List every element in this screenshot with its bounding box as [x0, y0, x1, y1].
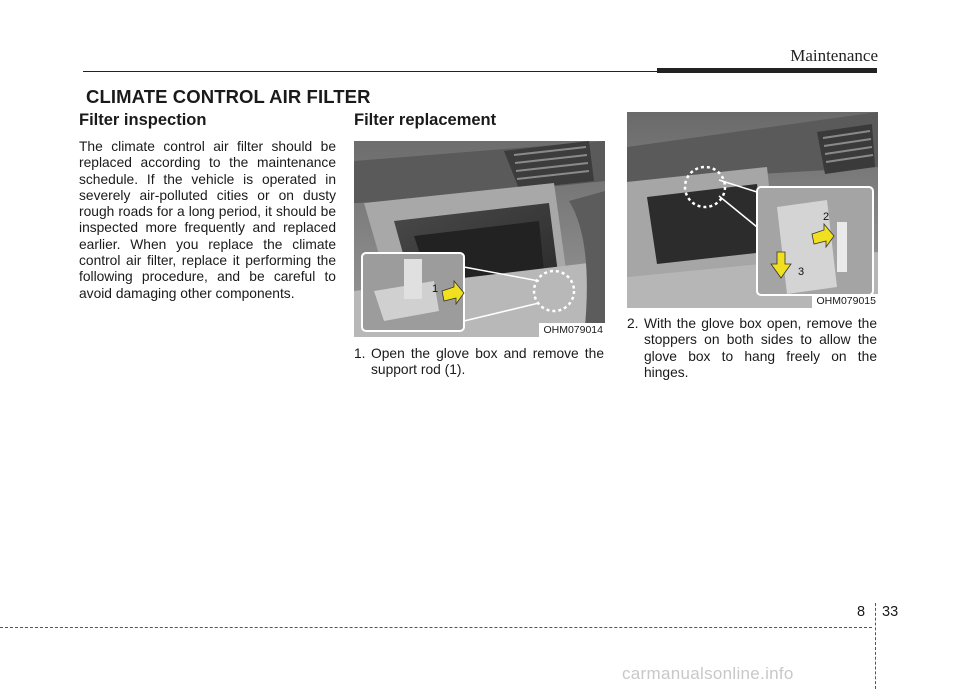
glove-box-illustration-2: [627, 112, 878, 308]
step-1: [354, 346, 604, 379]
filter-inspection-body: The climate control air filter should be replaced according to the maintenance schedule. If the vehicle is operated in severely air-polluted cities or on dusty rough roads for a long period, it should be inspected more frequently and replaced earlier. When you replace the climate control air filter, replace it performing the following procedure, and be careful to avoid damaging other components.: [79, 139, 336, 301]
figure-code: OHM079015: [812, 294, 878, 308]
filter-inspection-heading: Filter inspection: [79, 111, 207, 129]
callout-1: 1: [432, 283, 439, 295]
callout-2: 2: [823, 211, 830, 223]
page-title: CLIMATE CONTROL AIR FILTER: [86, 86, 371, 107]
figure-glove-box-support-rod: [354, 141, 605, 337]
chapter-number: 8: [857, 604, 866, 620]
step-number: 2.: [627, 316, 639, 331]
step-number: 1.: [354, 346, 366, 361]
section-name: Maintenance: [790, 46, 878, 65]
footer-rule: [0, 627, 872, 628]
footer-divider: [875, 603, 876, 689]
glove-box-illustration-1: [354, 141, 605, 337]
header-rule-accent: [657, 68, 877, 73]
figure-glove-box-stoppers: [627, 112, 878, 308]
filter-replacement-heading: Filter replacement: [354, 111, 497, 129]
step-text: With the glove box open, remove the stoppers on both sides to allow the glove box to hang freely on the hinges.: [644, 316, 877, 380]
step-2: [627, 316, 877, 381]
figure-code: OHM079014: [539, 323, 605, 337]
watermark: carmanualsonline.info: [622, 664, 794, 683]
page-number: 33: [882, 604, 899, 620]
step-text: Open the glove box and remove the support rod (1).: [371, 346, 604, 378]
callout-3: 3: [798, 266, 805, 278]
